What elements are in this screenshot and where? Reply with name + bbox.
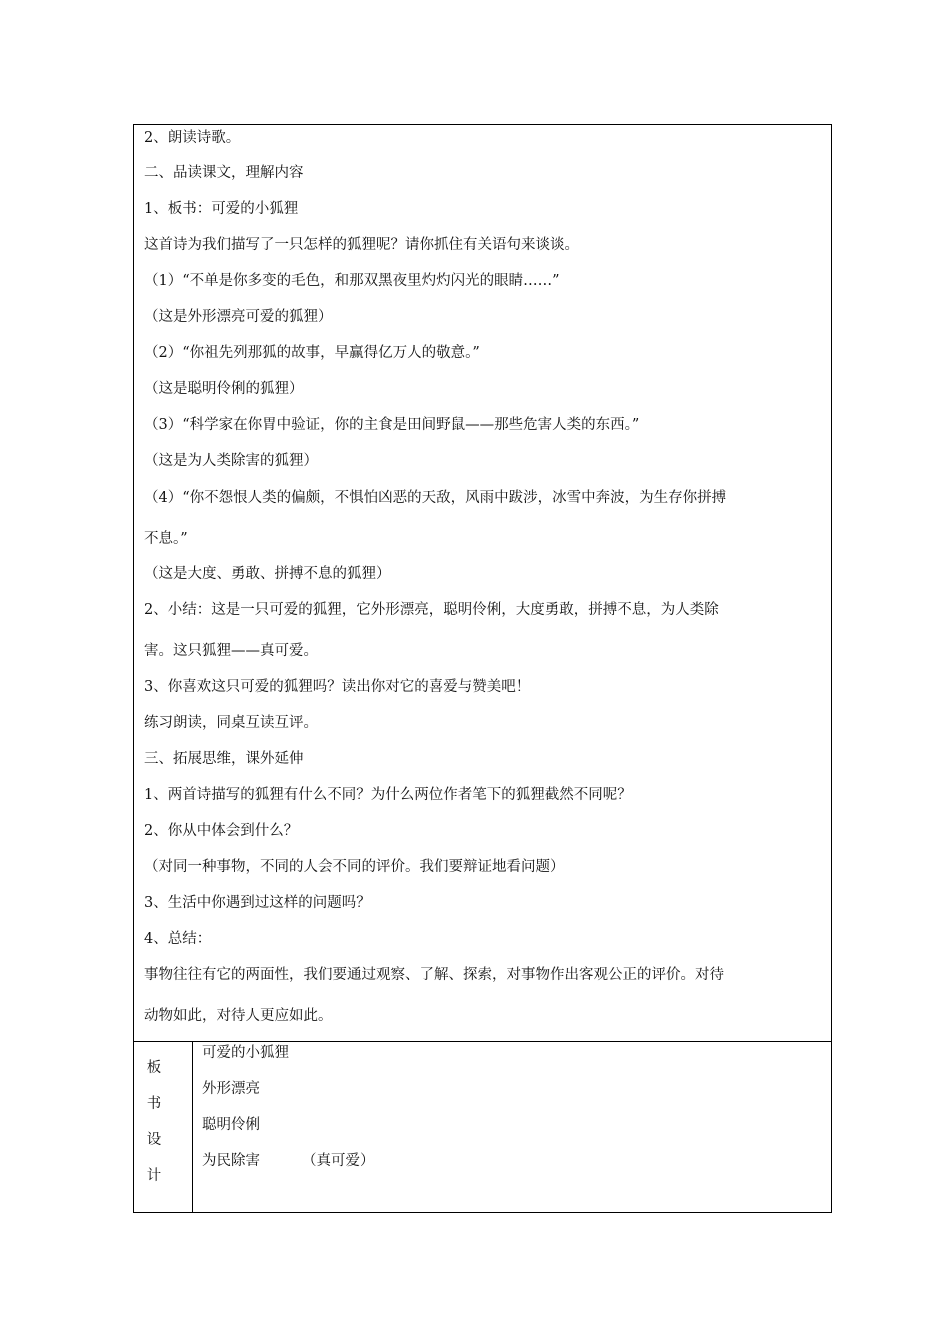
lesson-line: （4）“你不怨恨人类的偏颇，不惧怕凶恶的天敌，风雨中跋涉，冰雪中奔波，为生存你拼搏 (144, 490, 727, 506)
lesson-line: 2、小结：这是一只可爱的狐狸，它外形漂亮，聪明伶俐，大度勇敢，拼搏不息，为人类除 (144, 602, 719, 618)
lesson-line: 不息。” (144, 531, 188, 547)
lesson-line: （这是为人类除害的狐狸） (144, 453, 318, 469)
board-line: 外形漂亮 (202, 1081, 260, 1097)
lesson-line: 这首诗为我们描写了一只怎样的狐狸呢？请你抓住有关语句来谈谈。 (144, 237, 579, 253)
lesson-line: （1）“不单是你多变的毛色，和那双黑夜里灼灼闪光的眼睛……” (144, 273, 560, 289)
board-line: 可爱的小狐狸 (202, 1045, 289, 1061)
lesson-line: 1、板书：可爱的小狐狸 (144, 201, 299, 217)
lesson-line: （3）“科学家在你胃中验证，你的主食是田间野鼠——那些危害人类的东西。” (144, 417, 640, 433)
board-line: 为民除害 (202, 1153, 260, 1169)
lesson-line: 练习朗读，同桌互读互评。 (144, 715, 318, 731)
lesson-line: （对同一种事物，不同的人会不同的评价。我们要辩证地看问题） (144, 859, 565, 875)
lesson-line: 3、生活中你遇到过这样的问题吗？ (144, 895, 371, 911)
lesson-line: 1、两首诗描写的狐狸有什么不同？为什么两位作者笔下的狐狸截然不同呢？ (144, 787, 632, 803)
lesson-line: （这是聪明伶俐的狐狸） (144, 381, 304, 397)
board-label-char: 书 (146, 1096, 162, 1112)
lesson-line: 事物往往有它的两面性，我们要通过观察、了解、探索，对事物作出客观公正的评价。对待 (144, 967, 724, 983)
lesson-line: 2、朗读诗歌。 (144, 130, 241, 146)
lesson-line: 4、总结： (144, 931, 212, 947)
lesson-line: （这是外形漂亮可爱的狐狸） (144, 309, 333, 325)
board-label-char: 设 (146, 1132, 162, 1148)
lesson-line: 害。这只狐狸——真可爱。 (144, 643, 318, 659)
board-label-char: 计 (146, 1168, 162, 1184)
lesson-line: 3、你喜欢这只可爱的狐狸吗？读出你对它的喜爱与赞美吧！ (144, 679, 531, 695)
lesson-line: （2）“你祖先列那狐的故事，早赢得亿万人的敬意。” (144, 345, 480, 361)
board-label-char: 板 (146, 1060, 162, 1076)
lesson-content-cell (134, 125, 831, 1042)
board-line: 聪明伶俐 (202, 1117, 260, 1133)
board-design-label-cell (134, 1042, 193, 1212)
lesson-table (133, 124, 832, 1213)
board-line-with-aside (202, 1151, 375, 1171)
section-heading: 三、拓展思维，课外延伸 (144, 751, 304, 767)
lesson-line: 动物如此，对待人更应如此。 (144, 1008, 333, 1024)
lesson-line: 2、你从中体会到什么？ (144, 823, 299, 839)
lesson-line: （这是大度、勇敢、拼搏不息的狐狸） (144, 566, 391, 582)
board-aside: （真可爱） (302, 1153, 375, 1169)
section-heading: 二、品读课文，理解内容 (144, 165, 304, 181)
